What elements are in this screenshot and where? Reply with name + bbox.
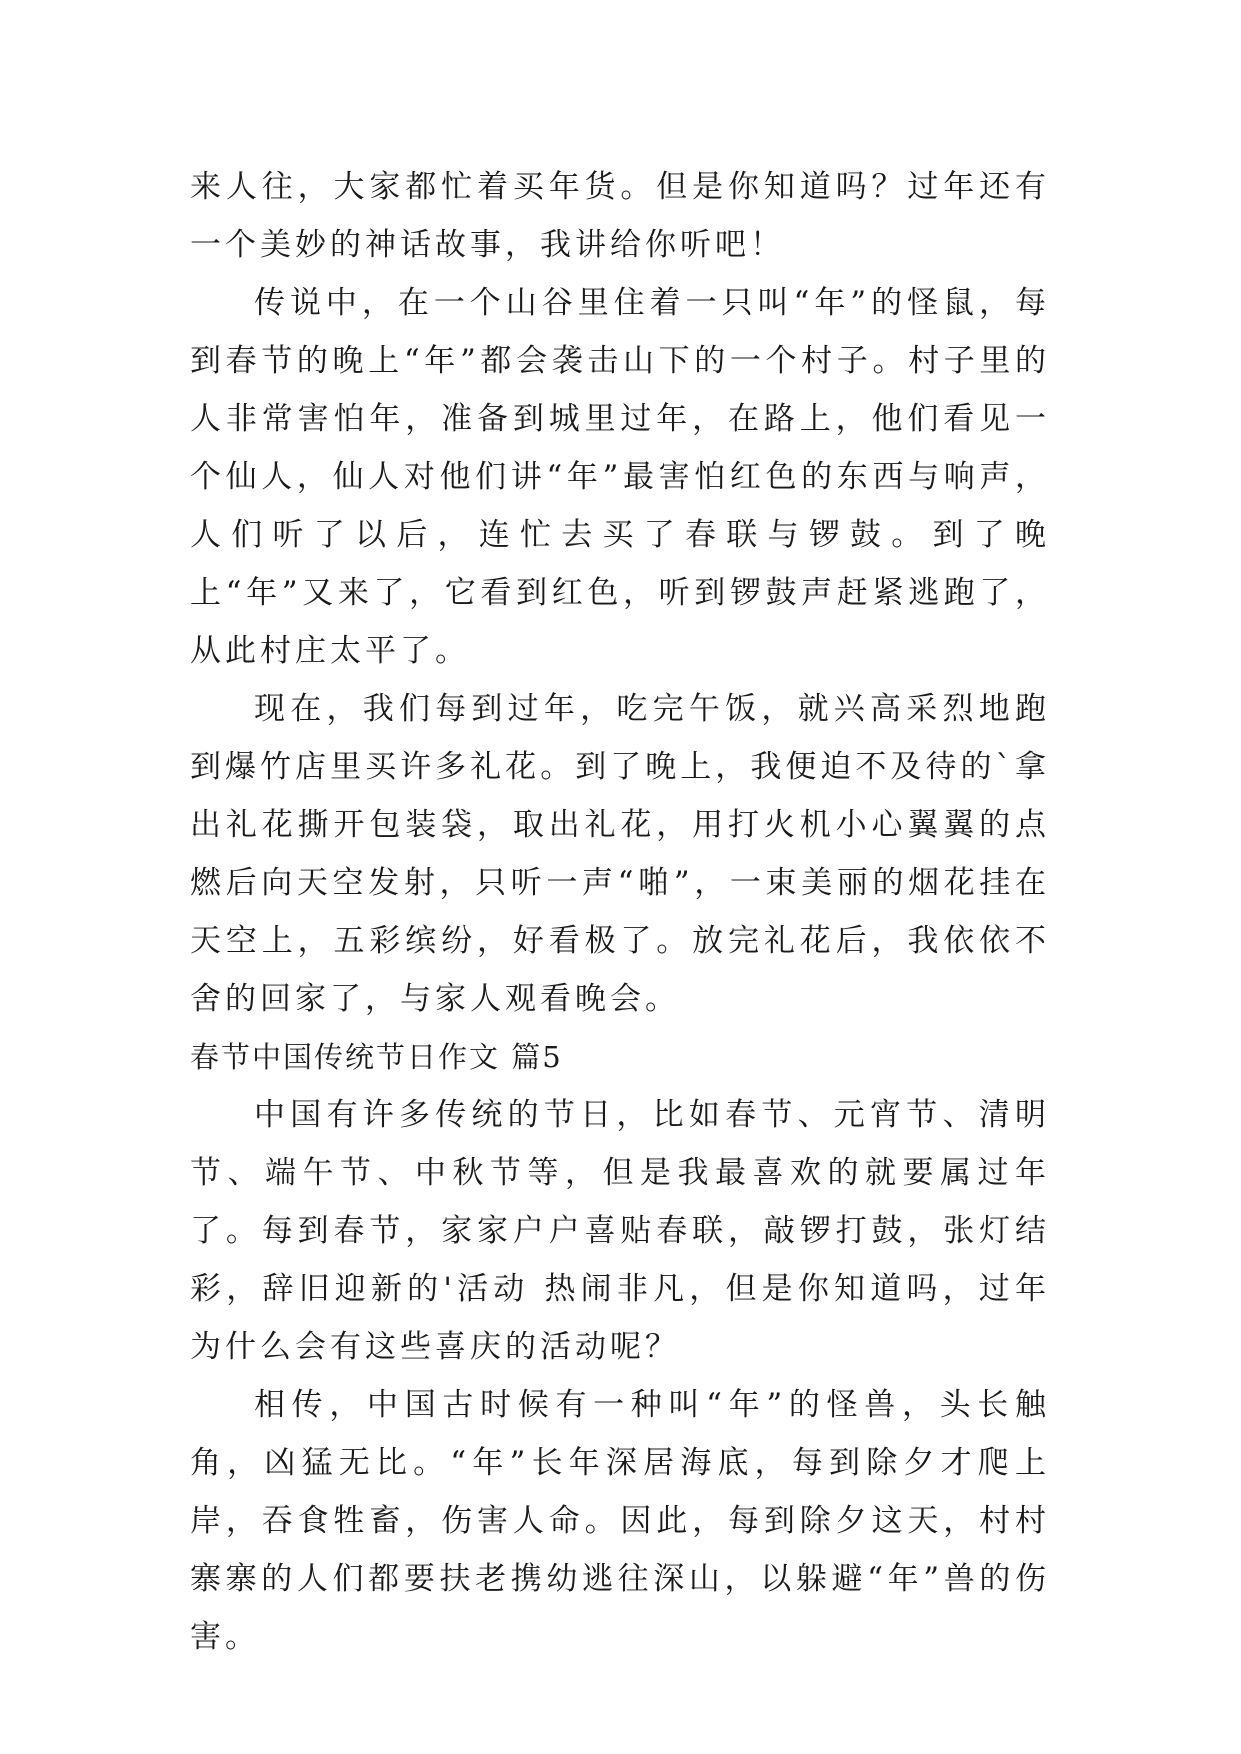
paragraph-2: 传说中，在一个山谷里住着一只叫“年”的怪鼠，每到春节的晚上“年”都会袭击山下的一个村子。村子里的人非常害怕年，准备到城里过年，在路上，他们看见一个仙人，仙人对他们讲“年”最害怕红色的东西与响声，人们听了以后，连忙去买了春联与锣鼓。到了晚上“年”又来了，它看到红色，听到锣鼓声赶紧逃跑了，从此村庄太平了。 [190, 285, 1050, 669]
paragraph-1: 来人往，大家都忙着买年货。但是你知道吗？过年还有一个美妙的神话故事，我讲给你听吧！ [190, 169, 1050, 263]
section-heading: 春节中国传统节日作文 篇5 [190, 1040, 563, 1074]
paragraph-5: 相传，中国古时候有一种叫“年”的怪兽，头长触角，凶猛无比。“年”长年深居海底，每到除夕才爬上岸，吞食牲畜，伤害人命。因此，每到除夕这天，村村寨寨的人们都要扶老携幼逃往深山，以躲避“年”兽的伤害。 [190, 1387, 1050, 1655]
paragraph-3: 现在，我们每到过年，吃完午饭，就兴高采烈地跑到爆竹店里买许多礼花。到了晚上，我便迫不及待的`拿出礼花撕开包装袋，取出礼花，用打火机小心翼翼的点燃后向天空发射，只听一声“啪”，一束美丽的烟花挂在天空上，五彩缤纷，好看极了。放完礼花后，我依依不舍的回家了，与家人观看晚会。 [190, 691, 1050, 1017]
document-page [190, 158, 1050, 1666]
paragraph-4: 中国有许多传统的节日，比如春节、元宵节、清明节、端午节、中秋节等，但是我最喜欢的就要属过年了。每到春节，家家户户喜贴春联，敲锣打鼓，张灯结彩，辞旧迎新的'活动 热闹非凡，但是你知道吗，过年为什么会有这些喜庆的活动呢？ [190, 1097, 1050, 1365]
